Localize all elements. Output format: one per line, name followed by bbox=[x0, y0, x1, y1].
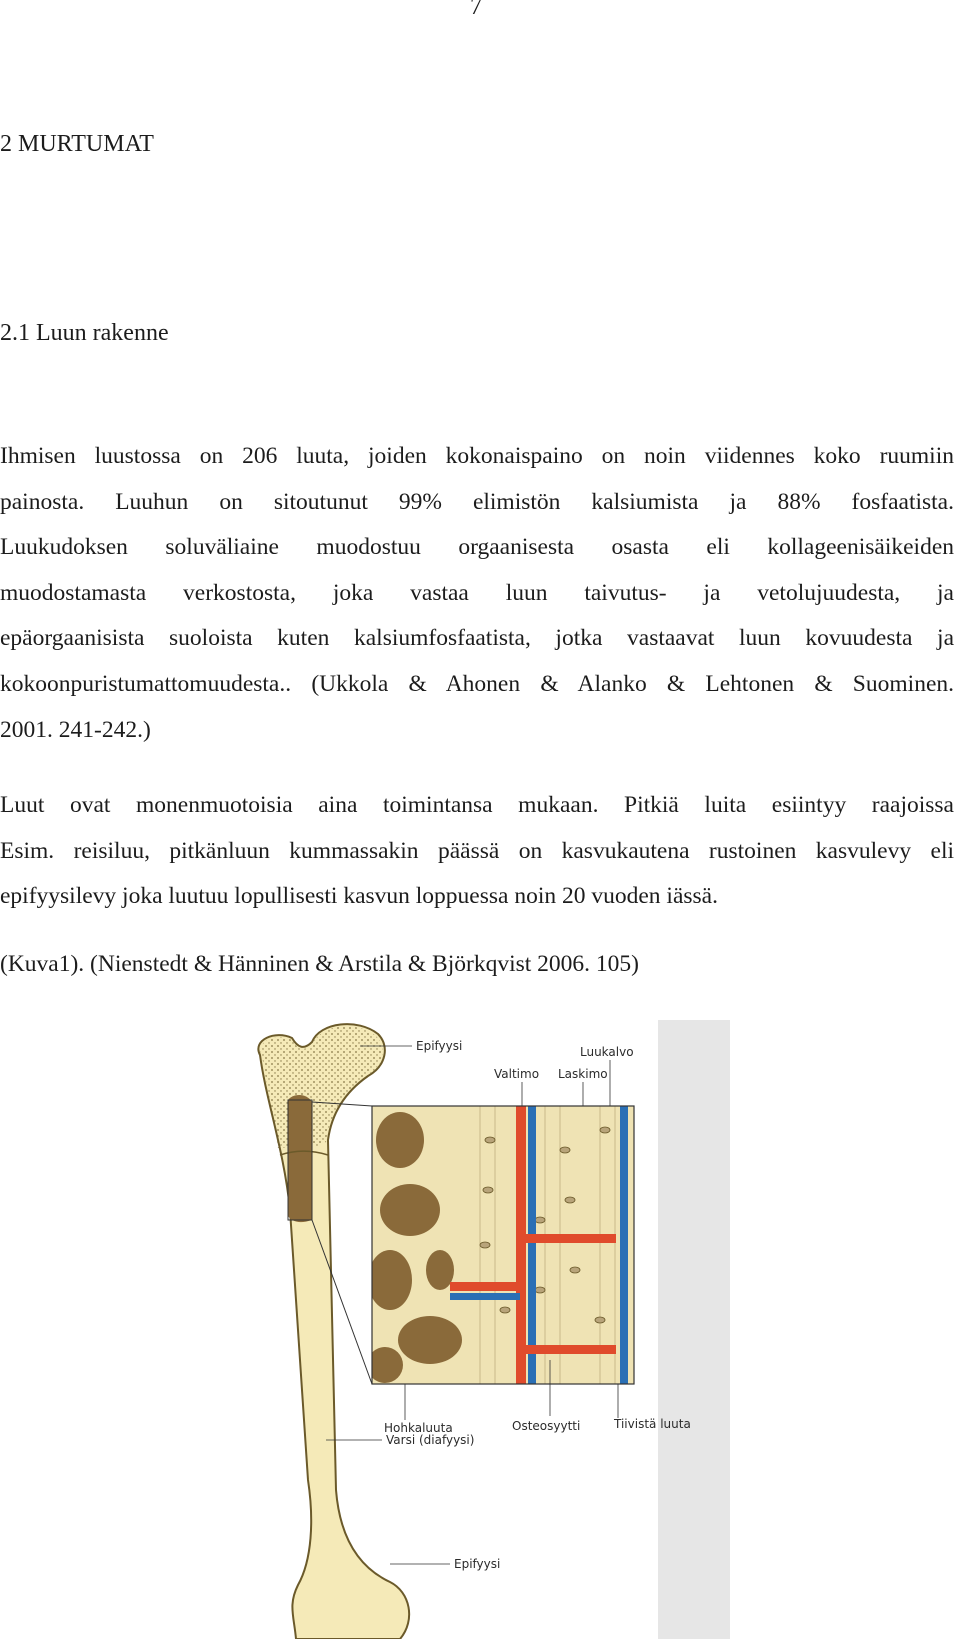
text-line: painosta. Luuhun on sitoutunut 99% elimistön kalsiumista ja 88% fosfaatista. bbox=[0, 488, 954, 515]
vein-vertical bbox=[528, 1106, 536, 1384]
paragraph-long-bones bbox=[0, 783, 954, 920]
chapter-heading: 2 MURTUMAT bbox=[0, 131, 154, 157]
paragraph-bone-composition bbox=[0, 434, 954, 753]
text-line: kokoonpuristumattomuudesta.. (Ukkola & Ahonen & Alanko & Lehtonen & Suominen. bbox=[0, 670, 954, 697]
marrow-cavity bbox=[288, 1095, 312, 1222]
text-line: Esim. reisiluu, pitkänluun kummassakin päässä on kasvukautena rustoinen kasvulevy eli bbox=[0, 837, 954, 864]
text-line: muodostamasta verkostosta, joka vastaa luun taivutus- ja vetolujuudesta, ja bbox=[0, 579, 954, 606]
label-compact-bone: Tiivistä luuta bbox=[614, 1417, 691, 1431]
label-osteocyte: Osteosyytti bbox=[512, 1419, 581, 1433]
text-line: (Kuva1). (Nienstedt & Hänninen & Arstila & Björkqvist 2006. 105) bbox=[0, 951, 639, 977]
artery-branch bbox=[450, 1282, 520, 1291]
page-number: 7 bbox=[470, 0, 482, 20]
artery-vertical bbox=[516, 1106, 526, 1384]
text-line: epäorgaanisista suoloista kuten kalsiumfosfaatista, jotka vastaavat luun kovuudesta ja bbox=[0, 625, 954, 652]
section-heading: 2.1 Luun rakenne bbox=[0, 320, 169, 346]
label-periosteum: Luukalvo bbox=[580, 1045, 634, 1059]
bone-tissue-inset bbox=[367, 1106, 634, 1384]
bone-illustration bbox=[240, 1020, 730, 1639]
scan-shadow bbox=[658, 1020, 730, 1639]
label-diaphysis: Varsi (diafyysi) bbox=[386, 1433, 475, 1447]
label-artery: Valtimo bbox=[494, 1067, 540, 1081]
label-epiphysis-top: Epifyysi bbox=[416, 1039, 463, 1053]
vein-branch bbox=[450, 1293, 520, 1300]
text-line: Ihmisen luustossa on 206 luuta, joiden kokonaispaino on noin viidennes koko ruumiin bbox=[0, 443, 954, 469]
paragraph-figure-reference bbox=[0, 942, 954, 988]
text-line: epifyysilevy joka luutuu lopullisesti kasvun loppuessa noin 20 vuoden iässä. bbox=[0, 883, 718, 910]
text-line: Luut ovat monenmuotoisia aina toimintansa mukaan. Pitkiä luita esiintyy raajoissa bbox=[0, 792, 954, 818]
epiphysis-texture bbox=[260, 1026, 383, 1148]
label-spongy-bone: Hohkaluuta bbox=[384, 1421, 453, 1435]
label-epiphysis-bottom: Epifyysi bbox=[454, 1557, 501, 1571]
text-line: Luukudoksen soluväliaine muodostuu orgaanisesta osasta eli kollageenisäikeiden bbox=[0, 534, 954, 561]
text-line: 2001. 241-242.) bbox=[0, 716, 151, 743]
bone-structure-figure bbox=[240, 1020, 730, 1639]
label-vein: Laskimo bbox=[558, 1067, 608, 1081]
